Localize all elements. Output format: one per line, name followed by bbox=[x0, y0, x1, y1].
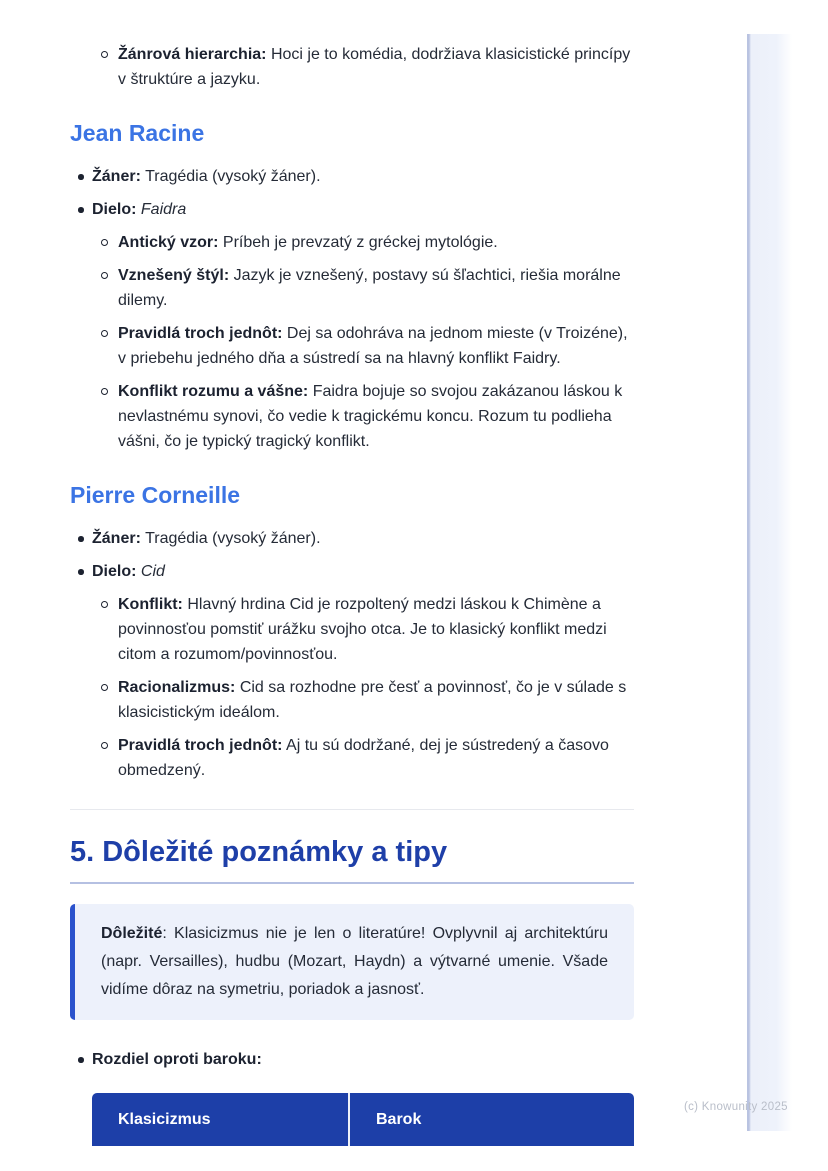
list-item bbox=[101, 379, 634, 454]
section-heading-corneille: Pierre Corneille bbox=[70, 482, 241, 508]
work-title: Cid bbox=[140, 563, 165, 580]
list-item bbox=[101, 675, 634, 725]
item-text: Tragédia (vysoký žáner). bbox=[145, 530, 321, 547]
document-content bbox=[70, 0, 634, 1146]
circle-bullet-icon bbox=[101, 733, 118, 783]
racine-sublist bbox=[70, 230, 634, 454]
intro-sublist bbox=[70, 42, 634, 92]
circle-bullet-icon bbox=[101, 675, 118, 725]
item-text: Príbeh je prevzatý z gréckej mytológie. bbox=[222, 234, 498, 251]
circle-bullet-icon bbox=[101, 230, 118, 255]
list-item bbox=[70, 197, 634, 222]
list-item bbox=[101, 230, 634, 255]
watermark: (c) Knowunity 2025 bbox=[684, 1101, 788, 1113]
item-text: Jazyk je vznešený, postavy sú šľachtici, riešia morálne dilemy. bbox=[118, 267, 621, 309]
list-item bbox=[101, 263, 634, 313]
list-item bbox=[101, 592, 634, 667]
important-callout bbox=[70, 904, 634, 1020]
corneille-sublist bbox=[70, 592, 634, 783]
item-text: Faidra bojuje so svojou zakázanou láskou k nevlastnému synovi, čo vedie k tragickému koncu. Rozum tu podlieha vášni, čo je typický tragický konflikt. bbox=[118, 383, 623, 450]
list-item bbox=[70, 559, 634, 584]
table-header-klasicizmus: Klasicizmus bbox=[92, 1093, 350, 1146]
circle-bullet-icon bbox=[101, 263, 118, 313]
item-label: Žáner: bbox=[92, 168, 141, 185]
page-section-title: 5. Dôležité poznámky a tipy bbox=[70, 834, 634, 884]
list-item bbox=[70, 164, 634, 189]
item-text: Hlavný hrdina Cid je rozpoltený medzi láskou k Chimène a povinnosťou pomstiť urážku svojho otca. Je to klasický konflikt medzi citom a rozumom/povinnosťou. bbox=[118, 596, 607, 663]
circle-bullet-icon bbox=[101, 379, 118, 454]
item-text: Aj tu sú dodržané, dej je sústredený a časovo obmedzený. bbox=[118, 737, 609, 779]
item-label: Žánrová hierarchia: bbox=[118, 46, 267, 63]
circle-bullet-icon bbox=[101, 592, 118, 667]
list-item bbox=[101, 733, 634, 783]
list-item bbox=[101, 321, 634, 371]
item-label: Pravidlá troch jednôt: bbox=[118, 737, 283, 754]
item-label: Racionalizmus: bbox=[118, 679, 236, 696]
page-edge-bar bbox=[747, 34, 792, 1131]
callout-label: Dôležité bbox=[101, 925, 163, 942]
disc-bullet-icon bbox=[70, 559, 92, 584]
item-label: Dielo: bbox=[92, 563, 137, 580]
disc-bullet-icon bbox=[70, 526, 92, 551]
item-text: Tragédia (vysoký žáner). bbox=[145, 168, 321, 185]
item-label: Vznešený štýl: bbox=[118, 267, 230, 284]
item-label: Rozdiel oproti baroku: bbox=[92, 1051, 262, 1068]
item-text: Hoci je to komédia, dodržiava klasicistické princípy v štruktúre a jazyku. bbox=[118, 46, 631, 88]
item-label: Žáner: bbox=[92, 530, 141, 547]
disc-bullet-icon bbox=[70, 164, 92, 189]
item-text: Cid sa rozhodne pre česť a povinnosť, čo je v súlade s klasicistickým ideálom. bbox=[118, 679, 627, 721]
section-heading-racine: Jean Racine bbox=[70, 120, 205, 146]
callout-text: : Klasicizmus nie je len o literatúre! Ovplyvnil aj architektúru (napr. Versailles), hudbu (Mozart, Haydn) a výtvarné umenie. Všade vidíme dôraz na symetriu, poriadok a jasnosť. bbox=[101, 925, 608, 998]
list-item bbox=[101, 42, 634, 92]
circle-bullet-icon bbox=[101, 321, 118, 371]
section-divider bbox=[70, 809, 634, 810]
item-label: Antický vzor: bbox=[118, 234, 219, 251]
work-title: Faidra bbox=[140, 201, 187, 218]
item-label: Konflikt rozumu a vášne: bbox=[118, 383, 309, 400]
disc-bullet-icon bbox=[70, 1047, 92, 1072]
item-label: Dielo: bbox=[92, 201, 137, 218]
item-label: Pravidlá troch jednôt: bbox=[118, 325, 283, 342]
comparison-table bbox=[92, 1093, 634, 1146]
table-header-barok: Barok bbox=[350, 1093, 634, 1146]
circle-bullet-icon bbox=[101, 42, 118, 92]
list-item bbox=[70, 1047, 634, 1072]
item-text: Dej sa odohráva na jednom mieste (v Troizéne), v priebehu jedného dňa a sústredí sa na hlavný konflikt Faidry. bbox=[118, 325, 628, 367]
item-label: Konflikt: bbox=[118, 596, 183, 613]
disc-bullet-icon bbox=[70, 197, 92, 222]
list-item bbox=[70, 526, 634, 551]
